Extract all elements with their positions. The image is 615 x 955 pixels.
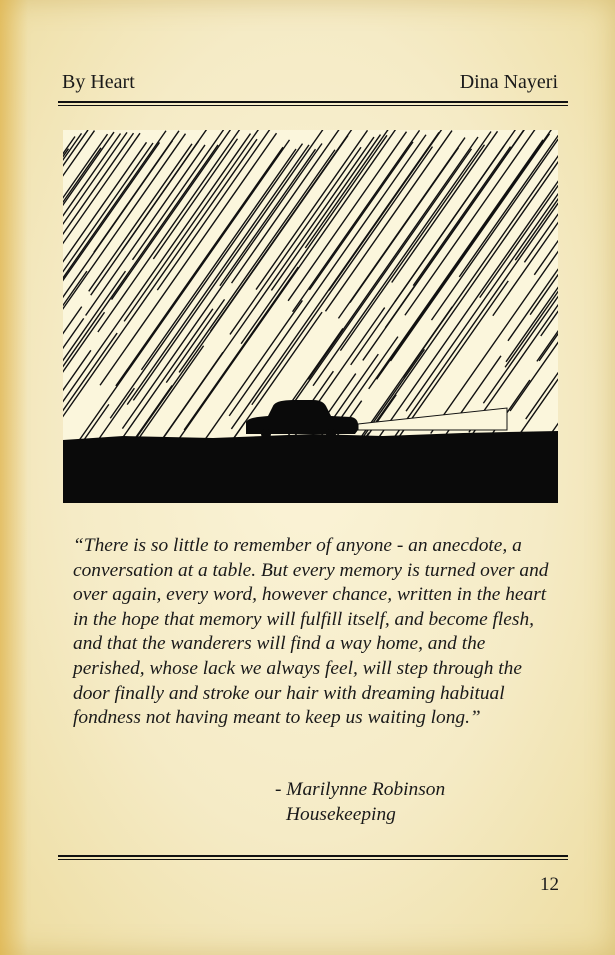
epigraph-quote: “There is so little to remember of anyone - an anecdote, a conversation at a table. But every memory is turned over and over again, every word, however chance, written in the heart in the hope that memory will fulfill itself, and become flesh, and that the wanderers will find a way home, and the perished, whose lack we always feel, will step through the door finally and stroke our hair with dreaming habitual fondness not having meant to keep us waiting long.” [73, 535, 549, 729]
car-wheel-icon [326, 429, 336, 439]
running-header-title: By Heart [62, 71, 135, 93]
car-wheel-icon [261, 429, 271, 439]
epigraph-author: - Marilynne Robinson [275, 779, 446, 800]
footer-rule [58, 855, 568, 860]
rain-car-illustration [63, 130, 558, 503]
epigraph-source-work: Housekeeping [286, 804, 396, 825]
running-header-author: Dina Nayeri [459, 71, 558, 93]
page-number: 12 [540, 874, 559, 895]
paper-stain [0, 0, 28, 955]
ground [63, 431, 558, 503]
header-rule [58, 101, 568, 106]
